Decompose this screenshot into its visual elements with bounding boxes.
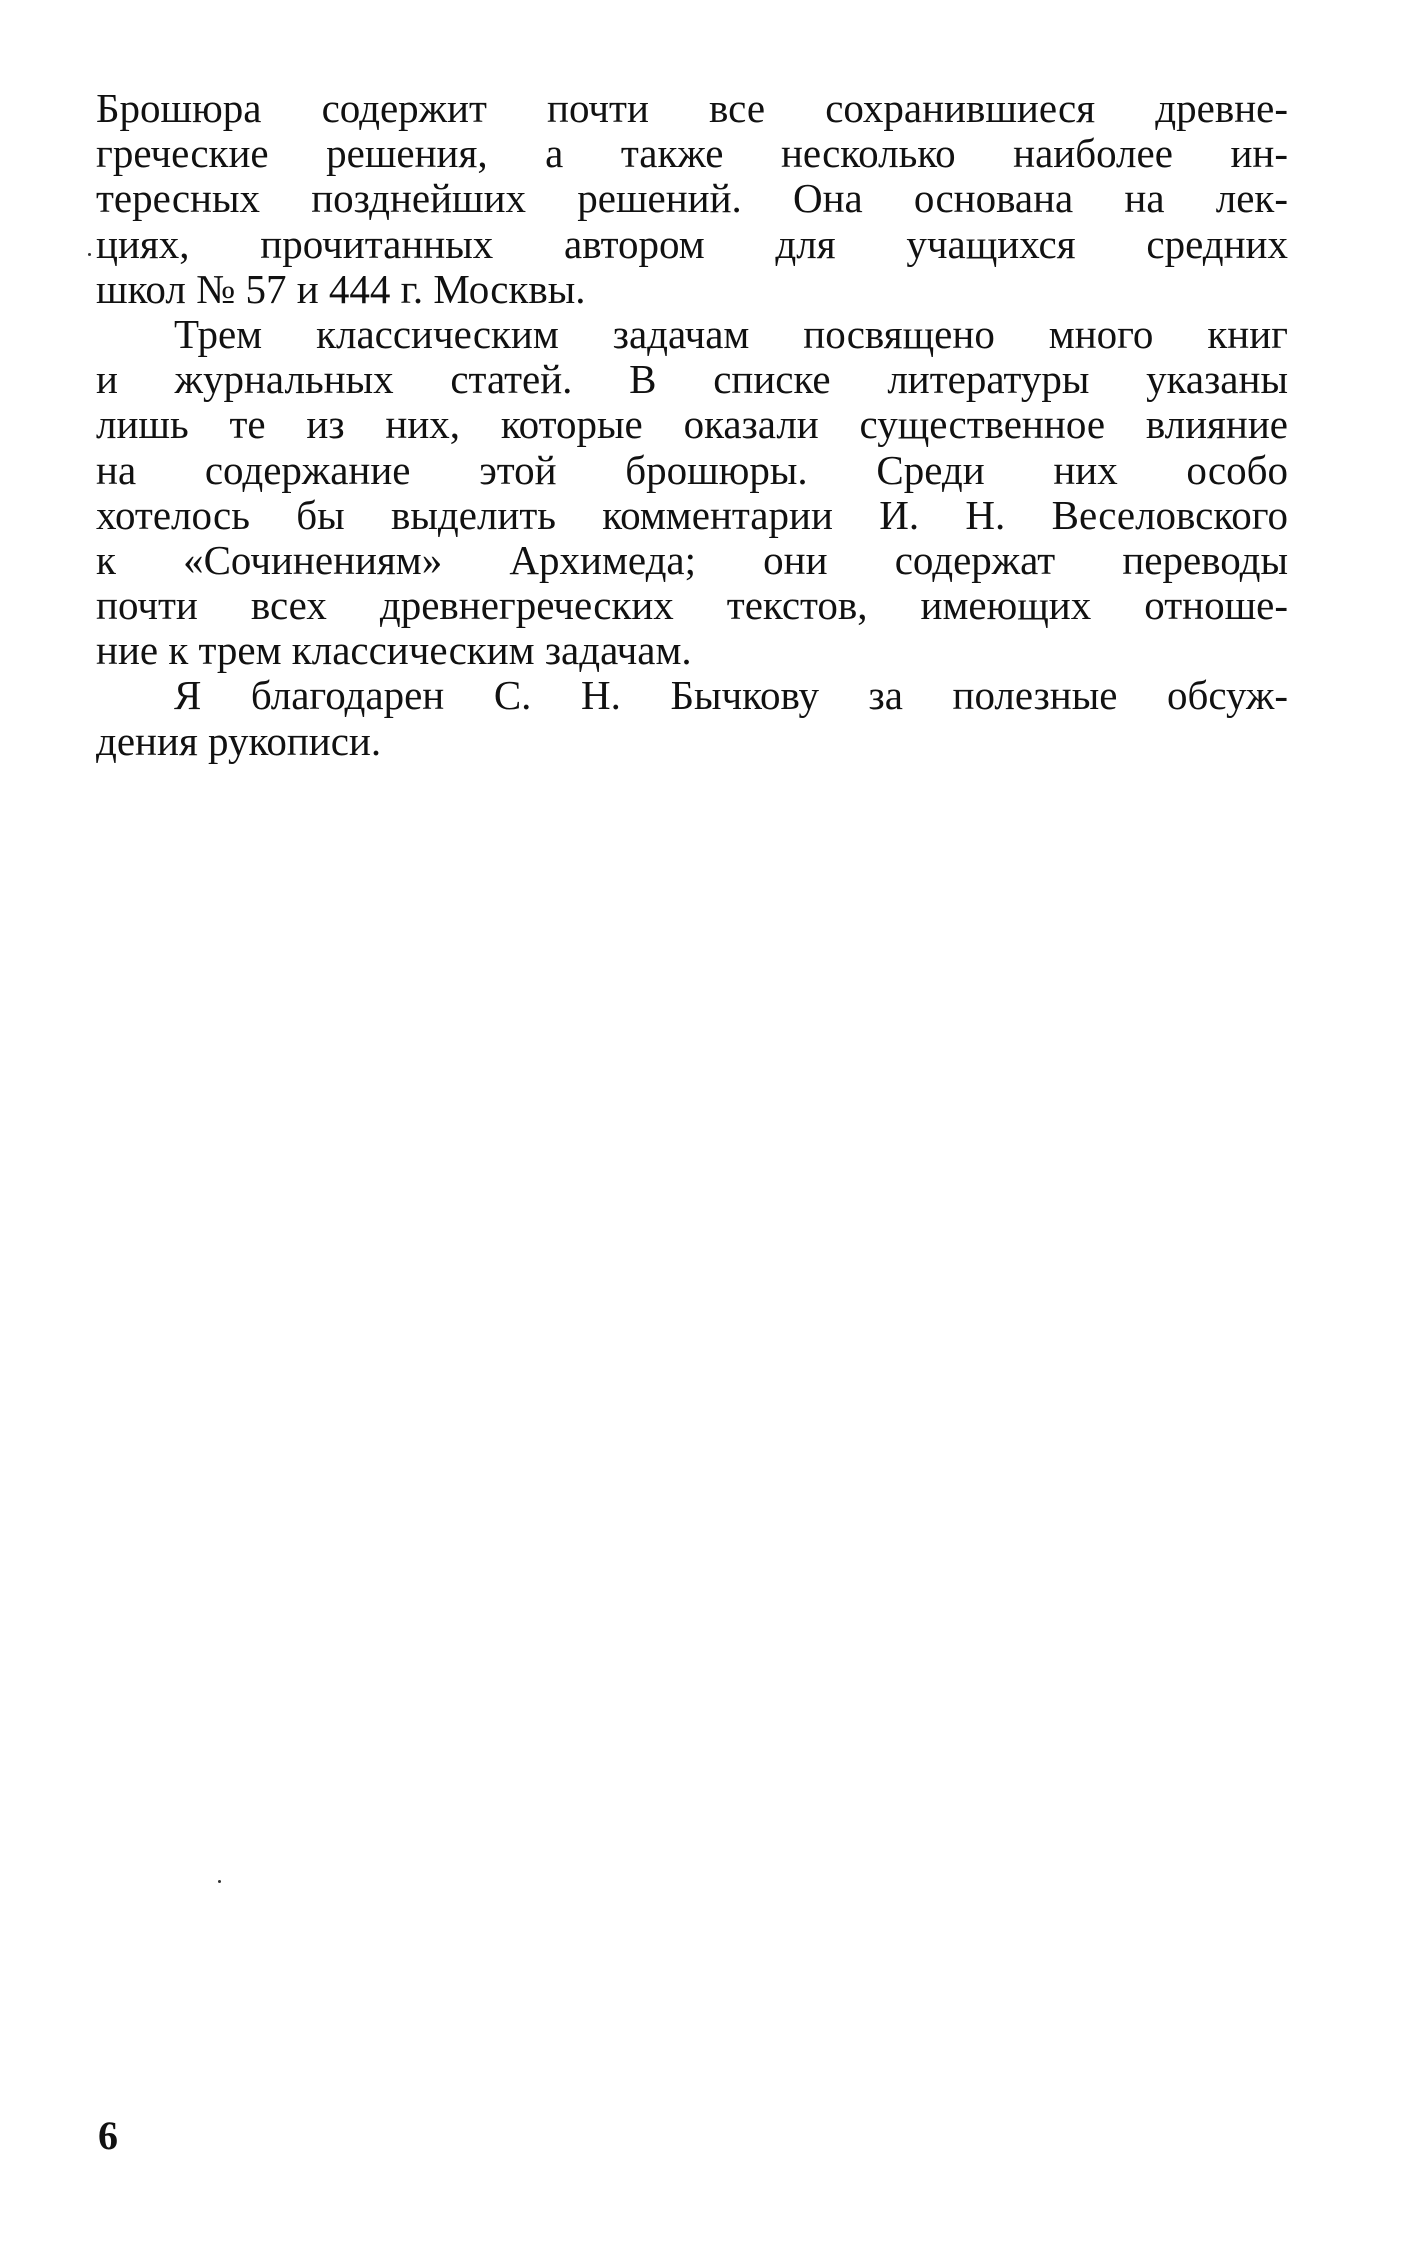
paragraph: [96, 86, 1288, 312]
text-line: лишь те из них, которые оказали существенное влияние: [96, 401, 1288, 448]
text-line: ние к трем классическим задачам.: [96, 627, 692, 674]
text-line: дения рукописи.: [96, 717, 382, 764]
text-line: циях, прочитанных автором для учащихся средних: [96, 220, 1288, 267]
text-line: к «Сочинениям» Архимеда; они содержат переводы: [96, 536, 1288, 583]
text-line: Трем классическим задачам посвящено много книг: [174, 310, 1288, 357]
paragraph: [96, 312, 1288, 674]
text-line: Брошюра содержит почти все сохранившиеся древне-: [96, 85, 1288, 131]
text-line: Я благодарен С. Н. Бычкову за полезные обсуж-: [174, 672, 1288, 719]
text-line: школ № 57 и 444 г. Москвы.: [96, 265, 586, 312]
text-line: хотелось бы выделить комментарии И. Н. Веселовского: [96, 491, 1288, 538]
text-line: почти всех древнегреческих текстов, имеющих отноше-: [96, 582, 1288, 629]
text-line: и журнальных статей. В списке литературы указаны: [96, 356, 1288, 403]
print-speck: [88, 253, 91, 256]
text-line: на содержание этой брошюры. Среди них особо: [96, 446, 1288, 493]
page-number: 6: [98, 2113, 118, 2158]
text-line: тересных позднейших решений. Она основана на лек-: [96, 175, 1288, 222]
text-line: греческие решения, а также несколько наиболее ин-: [96, 130, 1288, 177]
paragraph: [96, 673, 1288, 763]
print-speck: [218, 1880, 221, 1883]
body-text: [96, 86, 1288, 764]
